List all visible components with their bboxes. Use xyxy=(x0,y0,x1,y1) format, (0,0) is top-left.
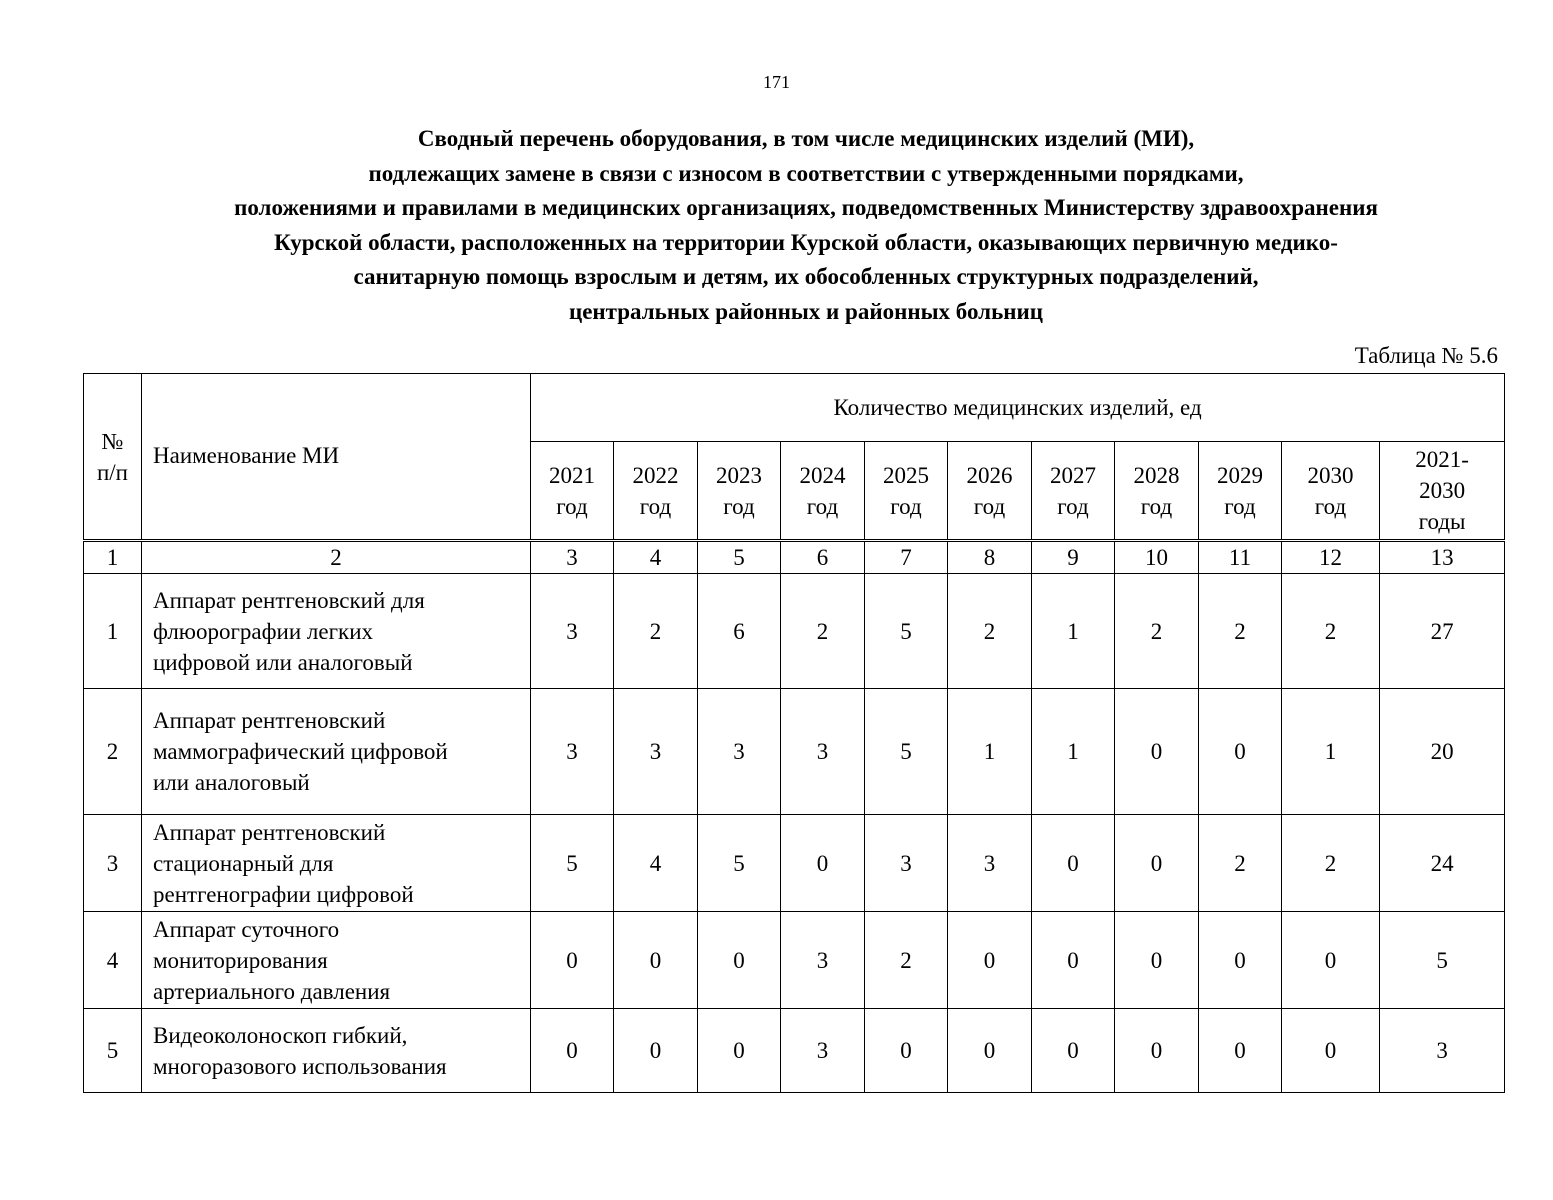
header-year: 2027 xyxy=(1050,462,1096,488)
header-num-line: п/п xyxy=(96,459,128,485)
header-year: 2021 xyxy=(549,462,595,488)
header-year: 2026 xyxy=(966,462,1013,488)
header-year-cell xyxy=(1115,442,1199,541)
header-year: 2024 xyxy=(799,462,846,488)
column-number-cell: 8 xyxy=(948,541,1032,574)
year-value-cell: 4 xyxy=(614,815,698,912)
year-value-cell: 0 xyxy=(1199,912,1282,1009)
title-line: положениями и правилами в медицинских организациях, подведомственных Министерству здравоохранения xyxy=(234,195,1378,220)
year-value-cell: 3 xyxy=(781,689,865,815)
header-total-line: 2021- xyxy=(1415,447,1469,472)
year-value-cell: 2 xyxy=(1282,574,1380,689)
year-value-cell: 1 xyxy=(1282,689,1380,815)
header-year-cell xyxy=(614,442,698,541)
row-number-cell: 2 xyxy=(84,689,142,815)
item-name-line: многоразового использования xyxy=(153,1053,447,1079)
row-number-cell: 5 xyxy=(84,1009,142,1093)
year-value-cell: 0 xyxy=(1115,1009,1199,1093)
year-value-cell: 2 xyxy=(1115,574,1199,689)
year-value-cell: 5 xyxy=(531,815,614,912)
column-number-cell: 5 xyxy=(698,541,781,574)
column-number-cell: 2 xyxy=(142,541,531,574)
page-number: 171 xyxy=(763,72,790,92)
document-title xyxy=(60,122,1552,329)
header-group-cell: Количество медицинских изделий, ед xyxy=(531,374,1505,442)
year-value-cell: 5 xyxy=(865,574,948,689)
table-number: Таблица № 5.6 xyxy=(1354,343,1498,368)
row-number-cell: 4 xyxy=(84,912,142,1009)
item-name-line: флюорографии легких xyxy=(153,618,374,644)
header-year-cell xyxy=(1199,442,1282,541)
year-value-cell: 3 xyxy=(698,689,781,815)
column-number-cell: 11 xyxy=(1199,541,1282,574)
column-number-cell: 13 xyxy=(1380,541,1505,574)
header-year-unit: год xyxy=(639,493,672,519)
year-value-cell: 2 xyxy=(948,574,1032,689)
item-name-line: Аппарат рентгеновский xyxy=(153,819,386,845)
item-name-line: мониторирования xyxy=(153,947,328,973)
title-line: Сводный перечень оборудования, в том числе медицинских изделий (МИ), xyxy=(417,126,1195,151)
title-line: центральных районных и районных больниц xyxy=(568,298,1044,324)
year-value-cell: 3 xyxy=(531,689,614,815)
year-value-cell: 0 xyxy=(1282,1009,1380,1093)
item-name-cell xyxy=(142,574,531,689)
header-year-unit: год xyxy=(723,493,755,519)
header-year-unit: год xyxy=(556,493,588,519)
column-number-cell: 9 xyxy=(1032,541,1115,574)
header-year: 2028 xyxy=(1133,462,1180,488)
item-name-line: стационарный для xyxy=(153,850,334,876)
item-name-cell xyxy=(142,1009,531,1093)
total-value-cell: 24 xyxy=(1380,815,1505,912)
table-row xyxy=(84,912,1505,1009)
total-value-cell: 27 xyxy=(1380,574,1505,689)
column-number-cell: 7 xyxy=(865,541,948,574)
year-value-cell: 0 xyxy=(1032,1009,1115,1093)
year-value-cell: 1 xyxy=(1032,574,1115,689)
header-year-cell xyxy=(698,442,781,541)
year-value-cell: 0 xyxy=(614,1009,698,1093)
year-value-cell: 0 xyxy=(531,912,614,1009)
row-number-cell: 1 xyxy=(84,574,142,689)
year-value-cell: 3 xyxy=(781,1009,865,1093)
header-num-line: № xyxy=(101,428,124,454)
year-value-cell: 0 xyxy=(698,912,781,1009)
year-value-cell: 0 xyxy=(948,912,1032,1009)
header-year-cell xyxy=(1282,442,1380,541)
header-year-cell xyxy=(865,442,948,541)
header-year: 2030 xyxy=(1307,462,1354,488)
year-value-cell: 2 xyxy=(1282,815,1380,912)
title-line: санитарную помощь взрослым и детям, их обособленных структурных подразделений, xyxy=(353,264,1259,289)
year-value-cell: 0 xyxy=(1282,912,1380,1009)
year-value-cell: 2 xyxy=(1199,574,1282,689)
year-value-cell: 0 xyxy=(698,1009,781,1093)
year-value-cell: 2 xyxy=(1199,815,1282,912)
header-year: 2023 xyxy=(716,462,762,488)
total-value-cell: 5 xyxy=(1380,912,1505,1009)
header-total-line: 2030 xyxy=(1419,478,1466,503)
header-row-top xyxy=(84,374,1505,442)
year-value-cell: 0 xyxy=(1199,689,1282,815)
item-name-line: артериального давления xyxy=(153,978,391,1004)
header-year-unit: год xyxy=(973,493,1006,519)
table-row xyxy=(84,815,1505,912)
header-year-unit: год xyxy=(1224,493,1256,519)
header-num-cell xyxy=(84,374,142,541)
year-value-cell: 0 xyxy=(531,1009,614,1093)
item-name-line: Видеоколоноскоп гибкий, xyxy=(153,1022,408,1048)
item-name-cell xyxy=(142,689,531,815)
year-value-cell: 0 xyxy=(1115,689,1199,815)
column-numbers-row xyxy=(84,541,1505,574)
year-value-cell: 1 xyxy=(1032,689,1115,815)
row-number-cell: 3 xyxy=(84,815,142,912)
item-name-cell xyxy=(142,912,531,1009)
total-value-cell: 20 xyxy=(1380,689,1505,815)
item-name-line: Аппарат рентгеновский для xyxy=(153,587,425,613)
table-row xyxy=(84,574,1505,689)
total-value-cell: 3 xyxy=(1380,1009,1505,1093)
item-name-line: маммографический цифровой xyxy=(153,739,448,764)
header-name-cell: Наименование МИ xyxy=(142,374,531,541)
item-name-line: цифровой или аналоговый xyxy=(153,649,413,675)
column-number-cell: 6 xyxy=(781,541,865,574)
header-year: 2025 xyxy=(883,462,929,488)
title-line: Курской области, расположенных на территории Курской области, оказывающих первичную медико- xyxy=(274,229,1338,255)
year-value-cell: 0 xyxy=(1115,815,1199,912)
year-value-cell: 3 xyxy=(865,815,948,912)
item-name-line: Аппарат суточного xyxy=(153,916,340,942)
year-value-cell: 0 xyxy=(614,912,698,1009)
header-year: 2022 xyxy=(632,462,679,488)
header-year-unit: год xyxy=(806,493,839,519)
column-number-cell: 10 xyxy=(1115,541,1199,574)
header-year-unit: год xyxy=(1140,493,1173,519)
year-value-cell: 0 xyxy=(865,1009,948,1093)
table-row xyxy=(84,1009,1505,1093)
year-value-cell: 3 xyxy=(948,815,1032,912)
year-value-cell: 0 xyxy=(1199,1009,1282,1093)
year-value-cell: 3 xyxy=(614,689,698,815)
year-value-cell: 0 xyxy=(1032,815,1115,912)
header-year-cell xyxy=(1032,442,1115,541)
year-value-cell: 0 xyxy=(1115,912,1199,1009)
year-value-cell: 2 xyxy=(865,912,948,1009)
item-name-line: рентгенографии цифровой xyxy=(153,881,414,907)
column-number-cell: 3 xyxy=(531,541,614,574)
header-total-cell xyxy=(1380,442,1505,541)
year-value-cell: 3 xyxy=(531,574,614,689)
year-value-cell: 0 xyxy=(781,815,865,912)
year-value-cell: 3 xyxy=(781,912,865,1009)
equipment-table xyxy=(83,373,1505,1093)
year-value-cell: 5 xyxy=(698,815,781,912)
item-name-line: Аппарат рентгеновский xyxy=(153,708,386,733)
column-number-cell: 4 xyxy=(614,541,698,574)
table-row xyxy=(84,689,1505,815)
item-name-cell xyxy=(142,815,531,912)
header-year-unit: год xyxy=(1057,493,1089,519)
column-number-cell: 1 xyxy=(84,541,142,574)
header-year-unit: год xyxy=(1314,493,1347,519)
column-number-cell: 12 xyxy=(1282,541,1380,574)
year-value-cell: 5 xyxy=(865,689,948,815)
year-value-cell: 2 xyxy=(614,574,698,689)
item-name-line: или аналоговый xyxy=(153,770,310,795)
header-year: 2029 xyxy=(1217,462,1263,488)
year-value-cell: 6 xyxy=(698,574,781,689)
year-value-cell: 0 xyxy=(948,1009,1032,1093)
header-year-cell xyxy=(948,442,1032,541)
year-value-cell: 1 xyxy=(948,689,1032,815)
header-year-cell xyxy=(531,442,614,541)
year-value-cell: 0 xyxy=(1032,912,1115,1009)
year-value-cell: 2 xyxy=(781,574,865,689)
title-line: подлежащих замене в связи с износом в соответствии с утвержденными порядками, xyxy=(368,160,1244,186)
header-year-unit: год xyxy=(890,493,922,519)
header-year-cell xyxy=(781,442,865,541)
header-total-line: годы xyxy=(1418,509,1466,534)
